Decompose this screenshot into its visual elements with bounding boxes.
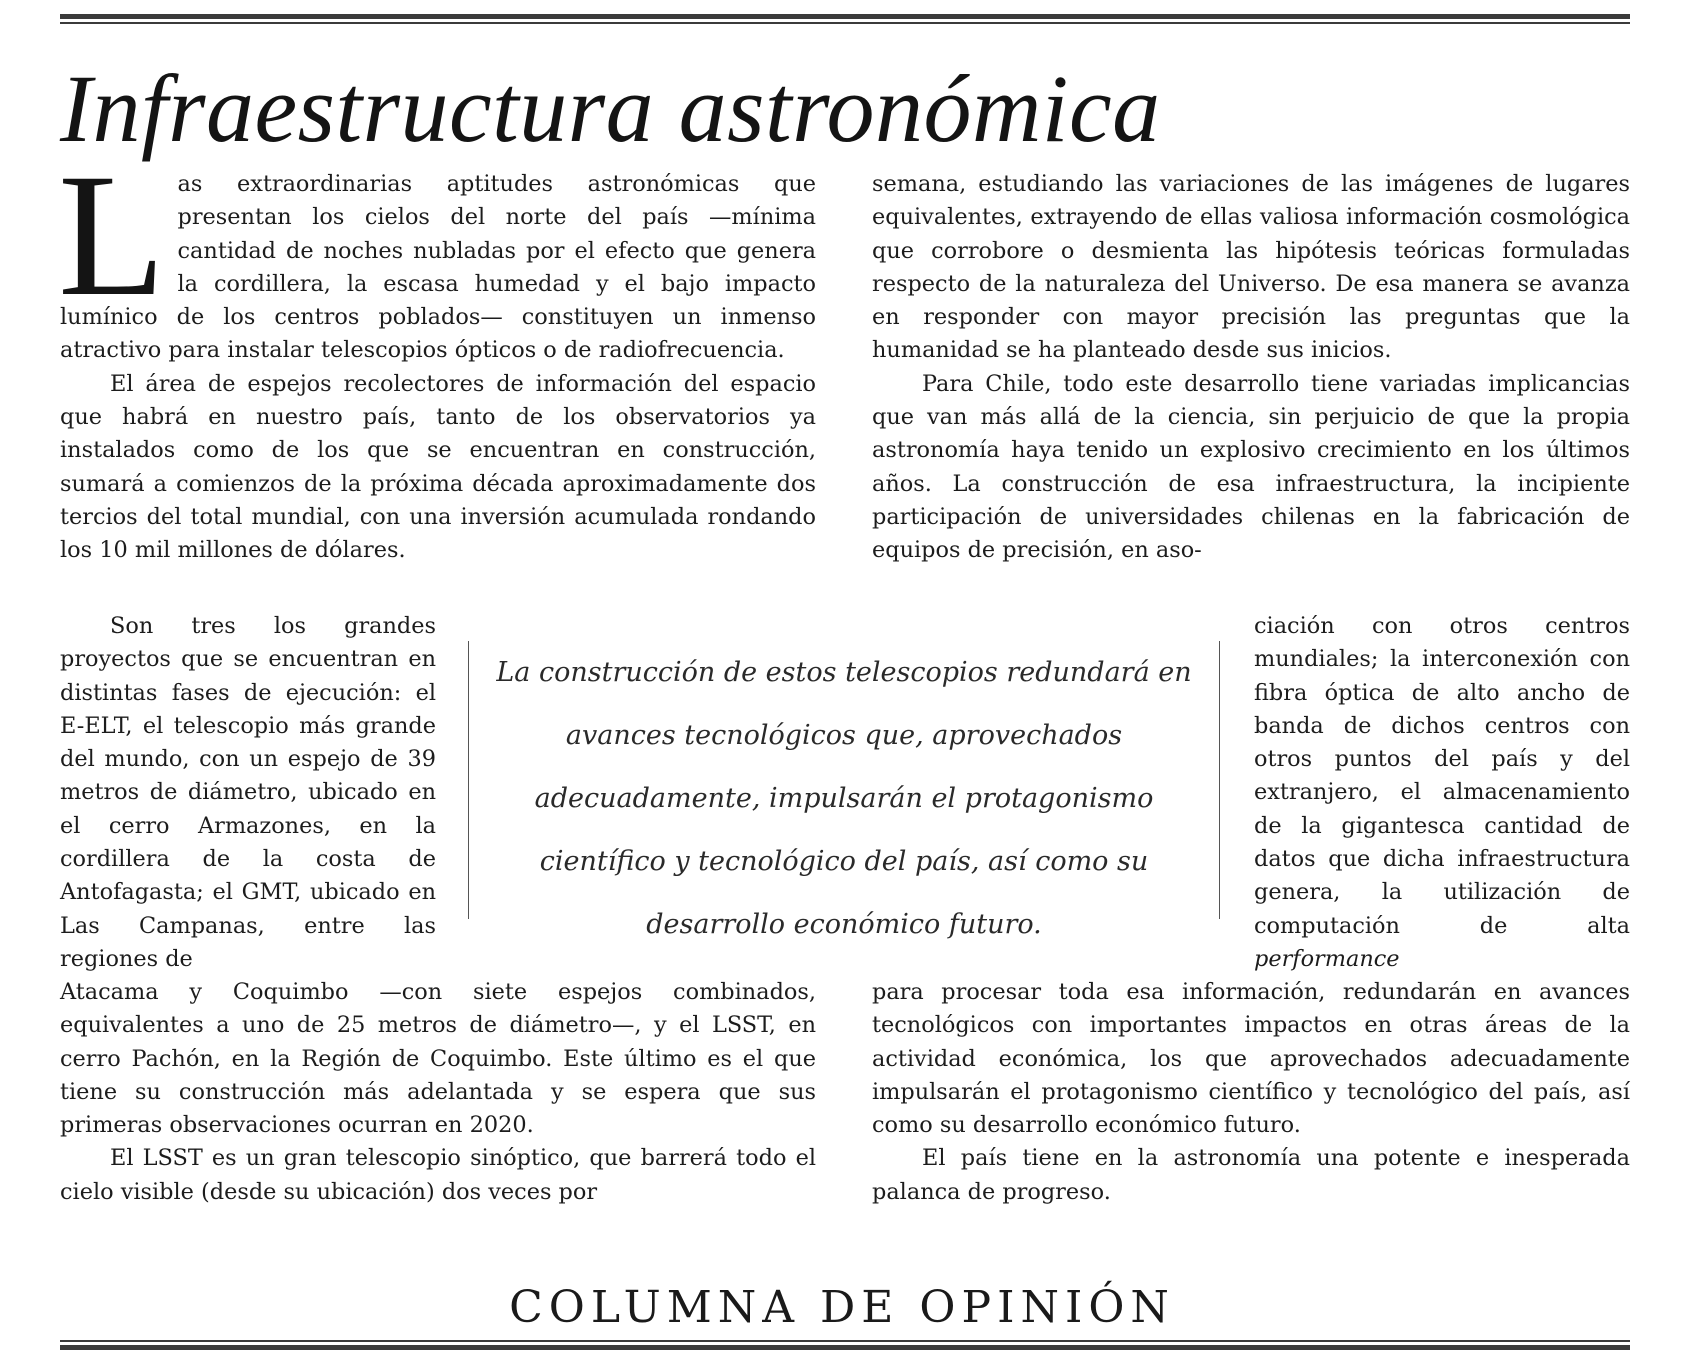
paragraph-6-end: para procesar toda esa información, redundarán en avances tecnológicos con importantes impactos en otras áreas de la actividad económica, los que aprovechados adecuadamente impulsarán el protagonismo científico y tecnológico del país, así como su desarrollo económico futuro. [872, 979, 1630, 1139]
paragraph-6-middle-text: ciación con otros centros mundiales; la interconexión con fibra óptica de alto ancho de banda de dichos centros con otros puntos del país y del extranjero, el almacenamiento de la gigantesca cantidad de datos que dicha infraestructura genera, la utilización de computación de alta [1254, 613, 1630, 939]
left-column-top [58, 138, 816, 568]
left-column-bottom [60, 976, 816, 1209]
article-title: Infraestructura astronómica [60, 55, 1161, 162]
bottom-rule-thick [60, 1345, 1630, 1350]
italic-term: performance [1254, 945, 1400, 972]
pull-quote-text: La construcción de estos telescopios redundará en avances tecnológicos que, aprovechados adecuadamente, impulsarán el protagonismo científico y tecnológico del país, así como su desarrollo económico futuro. [496, 657, 1192, 940]
drop-cap: L [58, 138, 166, 333]
section-label: COLUMNA DE OPINIÓN [509, 1282, 1175, 1333]
pull-quote [468, 641, 1220, 940]
top-rule-thick [60, 14, 1630, 19]
left-column-narrow [60, 610, 436, 976]
paragraph-6-middle [1254, 610, 1630, 976]
bottom-rule-thin [60, 1340, 1630, 1342]
right-column-narrow [1254, 610, 1630, 976]
paragraph-5: semana, estudiando las variaciones de las imágenes de lugares equivalentes, extrayendo de ellas valiosa información cosmológica que corrobore o desmienta las hipótesis teóricas formuladas respecto de la naturaleza del Universo. De esa manera se avanza en responder con mayor precisión las preguntas que la humanidad se ha planteado desde sus inicios. [872, 171, 1630, 364]
right-column-top [872, 168, 1630, 568]
paragraph-2: El área de espejos recolectores de información del espacio que habrá en nuestro país, tanto de los observatorios ya instalados como de los que se encuentran en construcción, sumará a comienzos de la próxima década aproximadamente dos tercios del total mundial, con una inversión acumulada rondando los 10 mil millones de dólares. [60, 370, 816, 564]
paragraph-3-start: Son tres los grandes proyectos que se encuentran en distintas fases de ejecución: el E-ELT, el telescopio más grande del mundo, con un espejo de 39 metros de diámetro, ubicado en el cerro Armazones, en la cordillera de la costa de Antofagasta; el GMT, ubicado en Las Campanas, entre las regiones de [60, 613, 436, 972]
paragraph-4: El LSST es un gran telescopio sinóptico, que barrerá todo el cielo visible (desde su ubicación) dos veces por [60, 1145, 816, 1205]
paragraph-1 [58, 138, 816, 368]
right-column-bottom [872, 976, 1630, 1209]
paragraph-1-text: as extraordinarias aptitudes astronómicas que presentan los cielos del norte del país —mínima cantidad de noches nubladas por el efecto que genera la cordillera, la escasa humedad y el bajo impacto lumínico de los centros poblados— constituyen un inmenso atractivo para instalar telescopios ópticos o de radiofrecuencia. [60, 171, 816, 364]
paragraph-3-end: Atacama y Coquimbo —con siete espejos combinados, equivalentes a uno de 25 metros de diámetro—, y el LSST, en cerro Pachón, en la Región de Coquimbo. Este último es el que tiene su construcción más adelantada y se espera que sus primeras observaciones ocurran en 2020. [60, 979, 816, 1139]
top-rule-thin [60, 22, 1630, 24]
paragraph-7: El país tiene en la astronomía una potente e inesperada palanca de progreso. [872, 1145, 1630, 1205]
paragraph-6-start: Para Chile, todo este desarrollo tiene variadas implicancias que van más allá de la ciencia, sin perjuicio de que la propia astronomía haya tenido un explosivo crecimiento en los últimos años. La construcción de esa infraestructura, la incipiente participación de universidades chilenas en la fabricación de equipos de precisión, en aso- [872, 370, 1630, 564]
